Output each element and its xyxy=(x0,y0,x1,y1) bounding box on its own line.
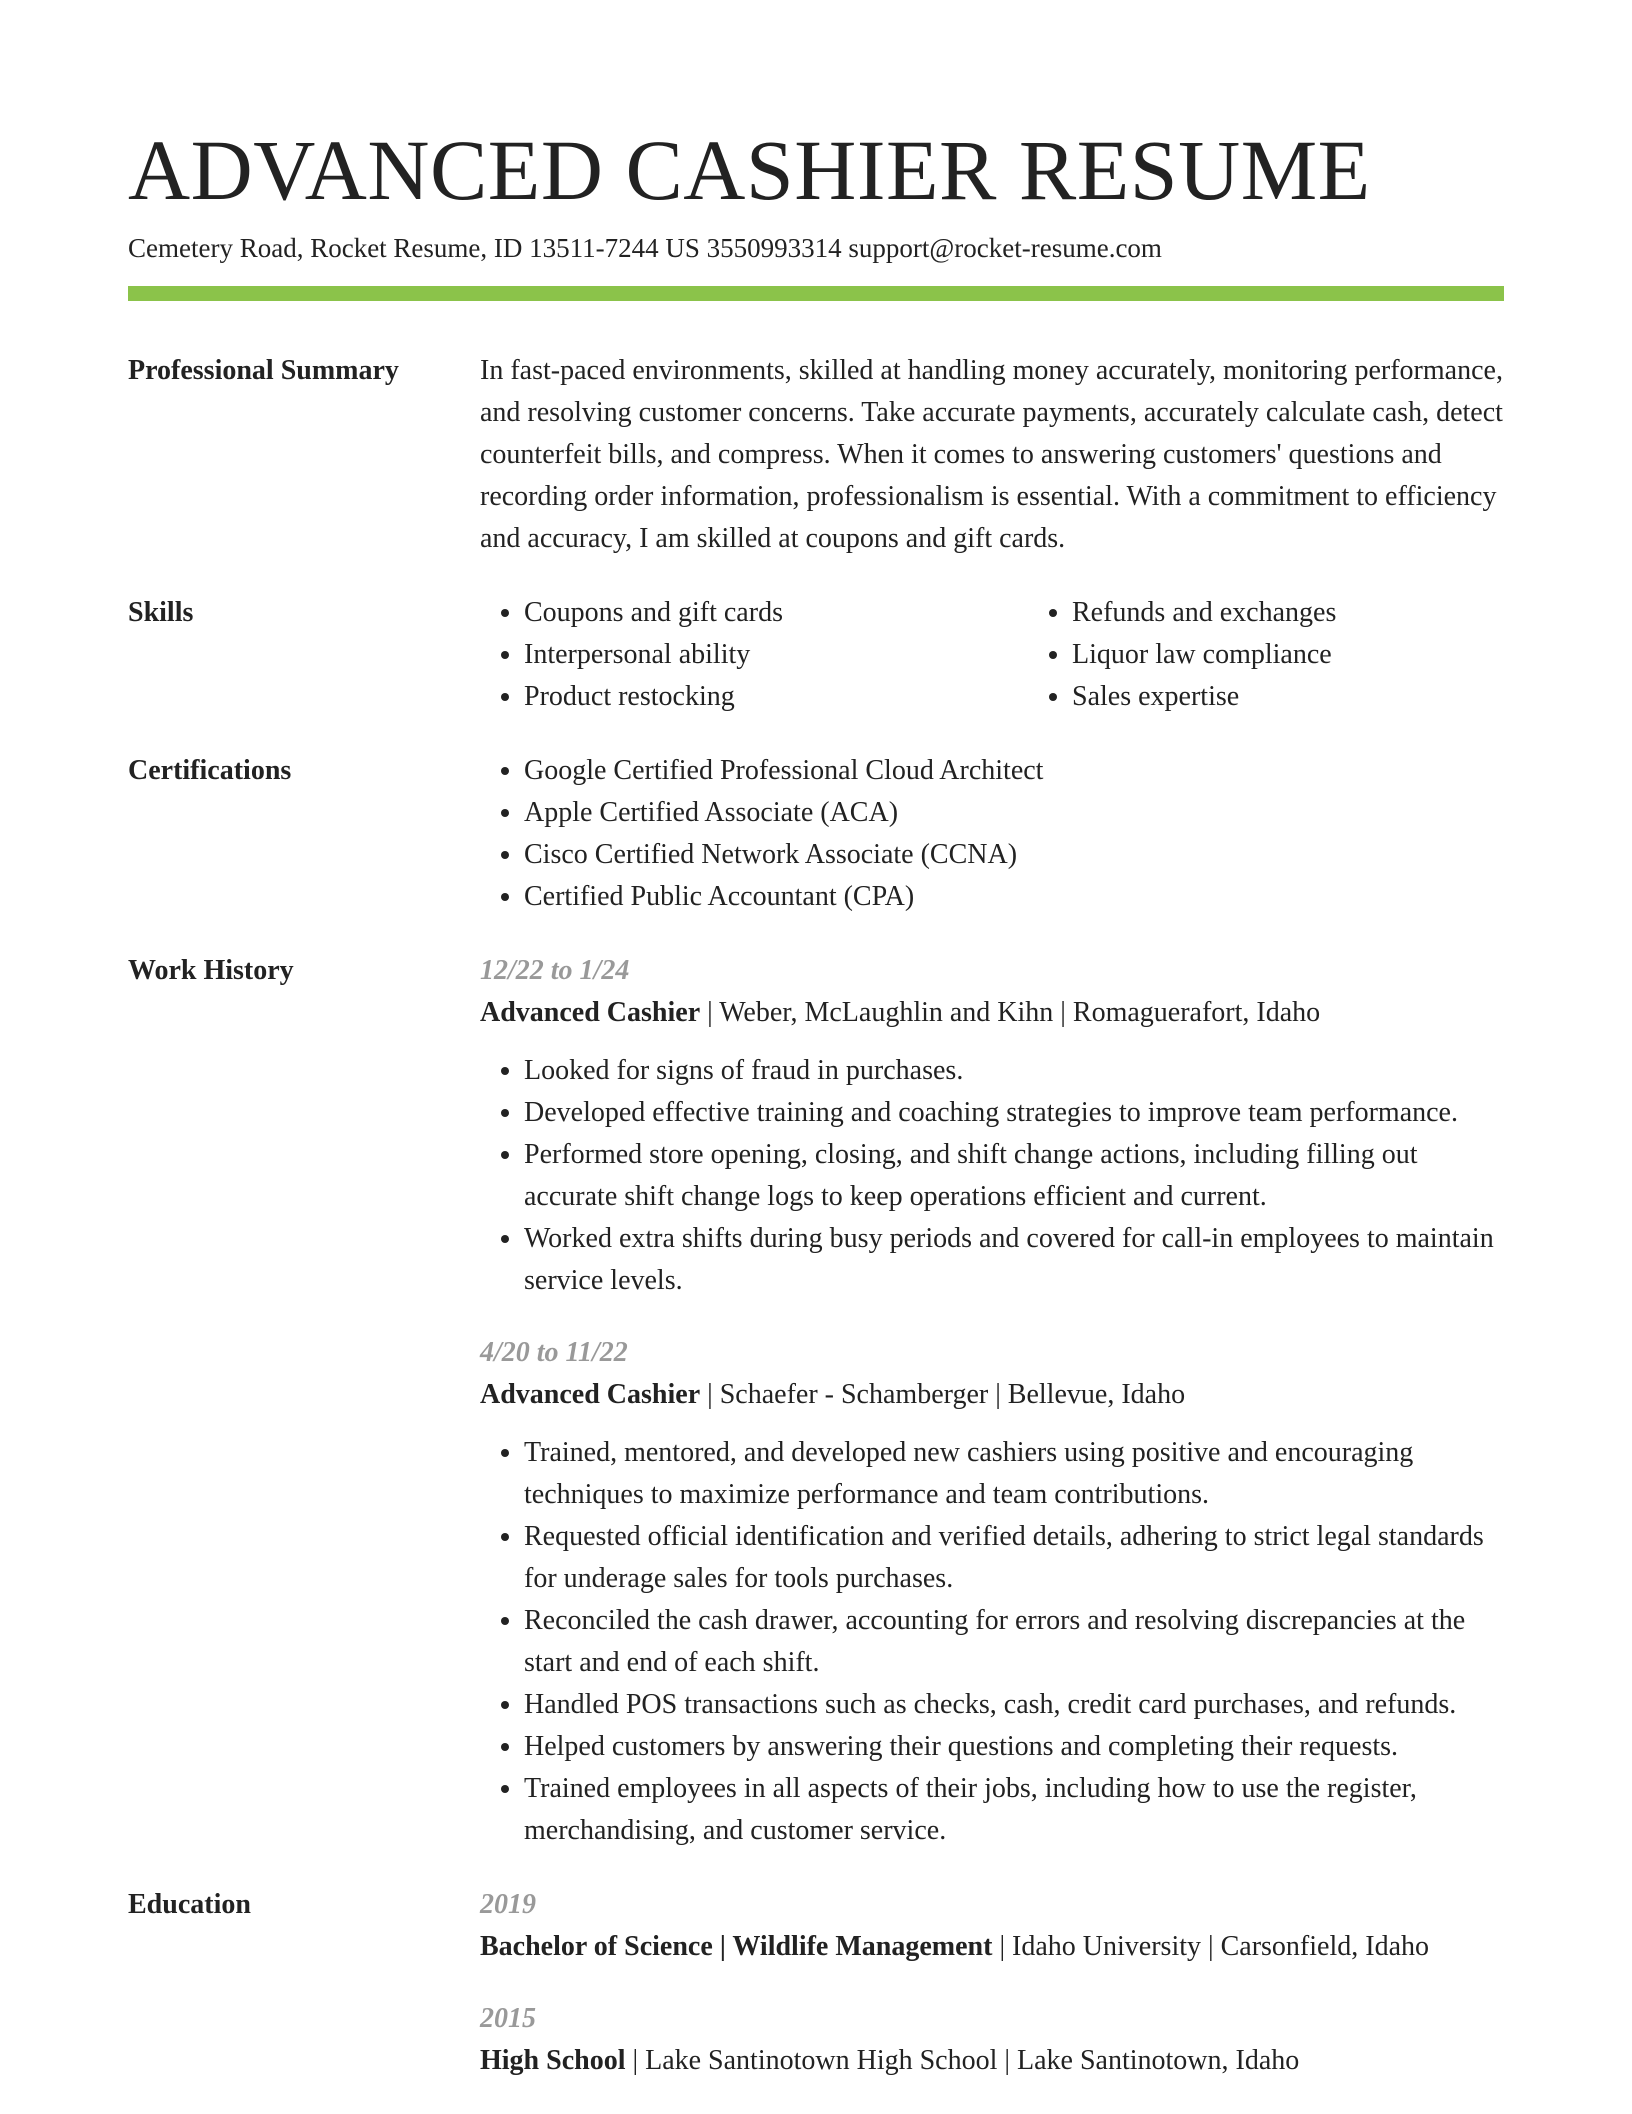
section-label-certifications: Certifications xyxy=(128,755,292,786)
job-bullet: • Trained, mentored, and developed new cashiers using positive and encouraging techniques to maximize performance and team contributions. xyxy=(524,1432,1504,1516)
summary-text: In fast-paced environments, skilled at handling money accurately, monitoring performance, and resolving customer concerns. Take accurate payments, accurately calculate cash, detect counterfeit bills, and compress. When it comes to answering customers' questions and recording order information, professionalism is essential. With a commitment to efficiency and accuracy, I am skilled at coupons and gift cards. xyxy=(480,355,1503,554)
skills-column-1 xyxy=(480,592,1028,718)
skill-item: • Interpersonal ability xyxy=(524,634,1028,676)
section-label-summary: Professional Summary xyxy=(128,355,399,386)
job-bullet: • Performed store opening, closing, and shift change actions, including filling out accurate shift change logs to keep operations efficient and current. xyxy=(524,1134,1504,1218)
job-bullet: • Worked extra shifts during busy periods and covered for call-in employees to maintain service levels. xyxy=(524,1218,1504,1302)
resume-sections xyxy=(128,350,1504,2114)
job-bullet: • Requested official identification and verified details, adhering to strict legal standards for underage sales for tools purchases. xyxy=(524,1516,1504,1600)
education-entry xyxy=(480,1884,1504,1968)
education-degree: High School xyxy=(480,2045,626,2076)
section-label-skills: Skills xyxy=(128,597,194,628)
section-body-certifications xyxy=(480,750,1504,918)
education-line xyxy=(480,2040,1504,2082)
section-skills xyxy=(128,592,1504,718)
resume-title: ADVANCED CASHIER RESUME xyxy=(128,122,1371,218)
certification-item: • Certified Public Accountant (CPA) xyxy=(524,876,1504,918)
education-line xyxy=(480,1926,1504,1968)
job-role-line xyxy=(480,992,1504,1034)
education-degree: Bachelor of Science | Wildlife Management xyxy=(480,1931,993,1962)
skills-grid xyxy=(480,592,1576,718)
job-role-line xyxy=(480,1374,1504,1416)
section-body-education xyxy=(480,1884,1504,2082)
resume-header xyxy=(128,120,1504,266)
contact-line: Cemetery Road, Rocket Resume, ID 13511-7244 US 3550993314 support@rocket-resume.com xyxy=(128,233,1162,263)
job-details: | Schaefer - Schamberger | Bellevue, Idaho xyxy=(700,1379,1186,1410)
skill-item: • Product restocking xyxy=(524,676,1028,718)
education-date: 2019 xyxy=(480,1889,536,1920)
skills-column-2 xyxy=(1028,592,1576,718)
job-date: 4/20 to 11/22 xyxy=(480,1337,628,1368)
skill-item: • Refunds and exchanges xyxy=(1072,592,1576,634)
job-bullet: • Reconciled the cash drawer, accounting for errors and resolving discrepancies at the start and end of each shift. xyxy=(524,1600,1504,1684)
skill-item: • Coupons and gift cards xyxy=(524,592,1028,634)
skill-item: • Sales expertise xyxy=(1072,676,1576,718)
section-label-education: Education xyxy=(128,1889,251,1920)
job-bullet: • Developed effective training and coaching strategies to improve team performance. xyxy=(524,1092,1504,1134)
certification-item: • Google Certified Professional Cloud Architect xyxy=(524,750,1504,792)
job-bullet: • Helped customers by answering their questions and completing their requests. xyxy=(524,1726,1504,1768)
job-bullets xyxy=(480,1432,1504,1852)
education-entry xyxy=(480,1998,1504,2082)
section-label-work-history: Work History xyxy=(128,955,294,986)
education-details: | Lake Santinotown High School | Lake Santinotown, Idaho xyxy=(625,2045,1300,2076)
section-summary xyxy=(128,350,1504,560)
job-details: | Weber, McLaughlin and Kihn | Romaguerafort, Idaho xyxy=(700,997,1321,1028)
section-certifications xyxy=(128,750,1504,918)
job-bullet: • Handled POS transactions such as checks, cash, credit card purchases, and refunds. xyxy=(524,1684,1504,1726)
skill-item: • Liquor law compliance xyxy=(1072,634,1576,676)
education-details: | Idaho University | Carsonfield, Idaho xyxy=(992,1931,1429,1962)
section-body-summary xyxy=(480,350,1504,560)
section-body-work-history xyxy=(480,950,1504,1852)
accent-divider xyxy=(128,286,1504,301)
job-bullets xyxy=(480,1050,1504,1302)
job-title: Advanced Cashier xyxy=(480,1379,701,1410)
certifications-list xyxy=(480,750,1504,918)
certification-item: • Cisco Certified Network Associate (CCNA) xyxy=(524,834,1504,876)
certification-item: • Apple Certified Associate (ACA) xyxy=(524,792,1504,834)
job-date: 12/22 to 1/24 xyxy=(480,955,630,986)
job-entry xyxy=(480,1332,1504,1852)
job-bullet: • Trained employees in all aspects of their jobs, including how to use the register, merchandising, and customer service. xyxy=(524,1768,1504,1852)
education-date: 2015 xyxy=(480,2003,536,2034)
job-entry xyxy=(480,950,1504,1302)
section-education xyxy=(128,1884,1504,2082)
section-work-history xyxy=(128,950,1504,1852)
job-title: Advanced Cashier xyxy=(480,997,701,1028)
job-bullet: • Looked for signs of fraud in purchases. xyxy=(524,1050,1504,1092)
